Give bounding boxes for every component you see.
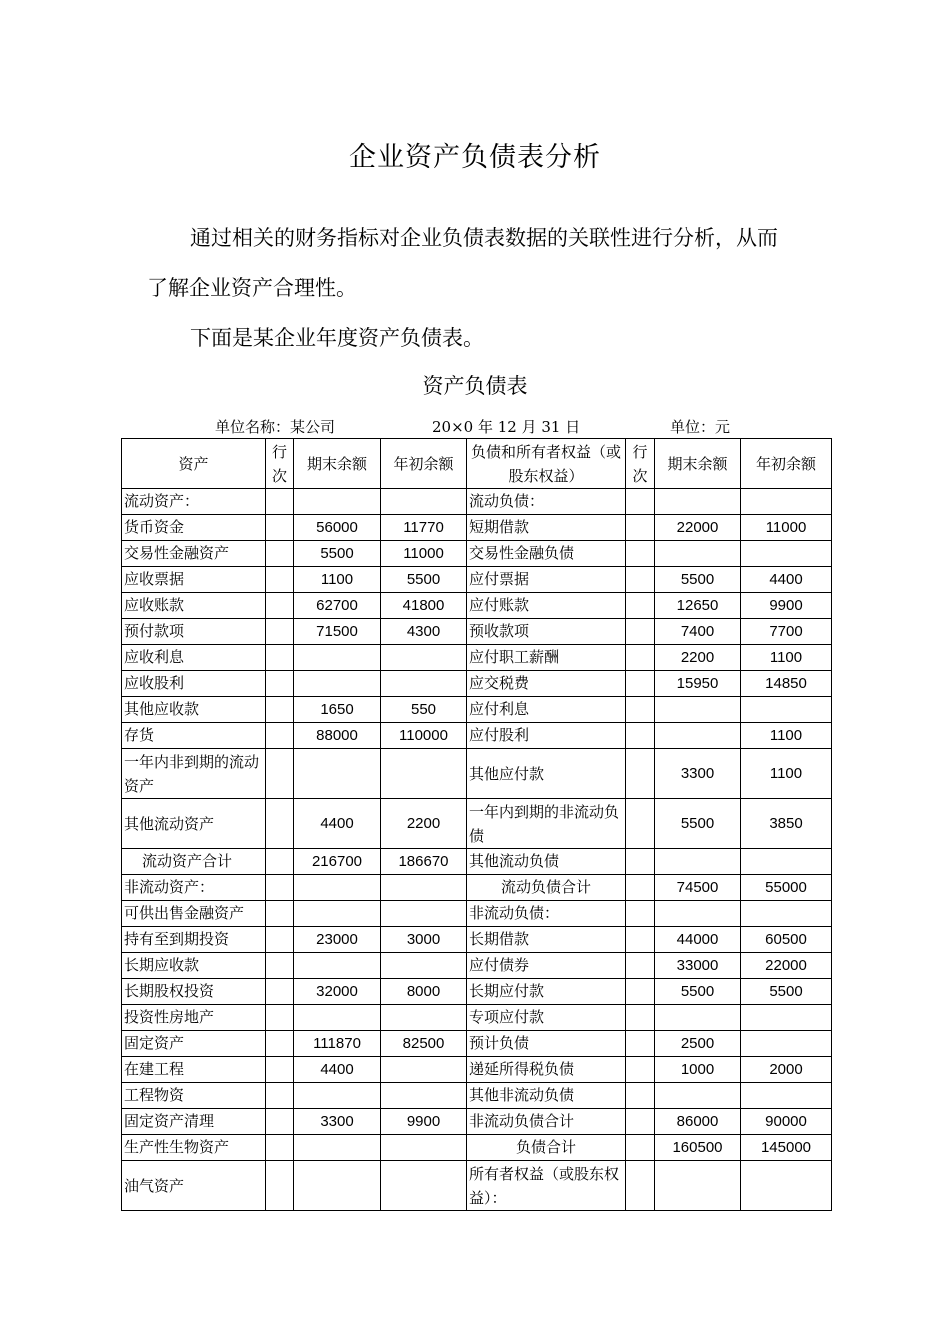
liability-end-balance-cell: 5500 xyxy=(655,979,741,1005)
table-row xyxy=(122,697,832,723)
asset-begin-balance-cell xyxy=(381,749,467,799)
asset-name-cell: 预付款项 xyxy=(122,619,266,645)
liability-line-no-cell xyxy=(626,1135,655,1161)
liability-name-cell: 所有者权益（或股东权益）： xyxy=(467,1161,626,1211)
asset-end-balance-cell xyxy=(294,489,381,515)
liability-name-cell: 交易性金融负债 xyxy=(467,541,626,567)
liability-line-no-cell xyxy=(626,1109,655,1135)
liability-line-no-cell xyxy=(626,979,655,1005)
liability-name-cell: 应付账款 xyxy=(467,593,626,619)
liability-line-no-cell xyxy=(626,953,655,979)
liability-end-balance-cell: 160500 xyxy=(655,1135,741,1161)
liability-line-no-cell xyxy=(626,901,655,927)
asset-end-balance-cell: 3300 xyxy=(294,1109,381,1135)
liability-begin-balance-cell: 1100 xyxy=(741,645,832,671)
liability-name-cell: 流动负债合计 xyxy=(467,875,626,901)
asset-begin-balance-cell: 82500 xyxy=(381,1031,467,1057)
asset-line-no-cell xyxy=(266,849,294,875)
table-title: 资产负债表 xyxy=(422,374,528,398)
table-row xyxy=(122,515,832,541)
asset-begin-balance-cell: 3000 xyxy=(381,927,467,953)
liability-name-cell: 预收款项 xyxy=(467,619,626,645)
asset-name-cell: 应收票据 xyxy=(122,567,266,593)
table-row xyxy=(122,849,832,875)
header-line-no: 行次 xyxy=(266,439,294,489)
asset-end-balance-cell: 4400 xyxy=(294,799,381,849)
asset-line-no-cell xyxy=(266,1005,294,1031)
asset-name-cell: 生产性生物资产 xyxy=(122,1135,266,1161)
asset-name-cell: 交易性金融资产 xyxy=(122,541,266,567)
liability-line-no-cell xyxy=(626,1031,655,1057)
header-asset: 资产 xyxy=(122,439,266,489)
liability-begin-balance-cell: 11000 xyxy=(741,515,832,541)
liability-name-cell: 应付票据 xyxy=(467,567,626,593)
table-header-row xyxy=(122,439,832,489)
liability-begin-balance-cell: 1100 xyxy=(741,749,832,799)
asset-line-no-cell xyxy=(266,953,294,979)
asset-begin-balance-cell xyxy=(381,901,467,927)
table-row xyxy=(122,593,832,619)
asset-begin-balance-cell xyxy=(381,1135,467,1161)
liability-line-no-cell xyxy=(626,593,655,619)
asset-end-balance-cell: 32000 xyxy=(294,979,381,1005)
asset-begin-balance-cell: 5500 xyxy=(381,567,467,593)
asset-begin-balance-cell xyxy=(381,671,467,697)
liability-name-cell: 应付职工薪酬 xyxy=(467,645,626,671)
asset-name-cell: 流动资产： xyxy=(122,489,266,515)
table-row xyxy=(122,619,832,645)
liability-end-balance-cell xyxy=(655,541,741,567)
liability-begin-balance-cell: 55000 xyxy=(741,875,832,901)
asset-end-balance-cell xyxy=(294,671,381,697)
asset-line-no-cell xyxy=(266,749,294,799)
table-row xyxy=(122,875,832,901)
asset-line-no-cell xyxy=(266,567,294,593)
currency-unit: 单位：元 xyxy=(670,418,731,436)
liability-name-cell: 应交税费 xyxy=(467,671,626,697)
asset-end-balance-cell: 1100 xyxy=(294,567,381,593)
liability-end-balance-cell: 1000 xyxy=(655,1057,741,1083)
asset-end-balance-cell xyxy=(294,1161,381,1211)
asset-begin-balance-cell xyxy=(381,953,467,979)
asset-end-balance-cell: 71500 xyxy=(294,619,381,645)
liability-line-no-cell xyxy=(626,671,655,697)
liability-begin-balance-cell: 145000 xyxy=(741,1135,832,1161)
asset-begin-balance-cell xyxy=(381,875,467,901)
table-row xyxy=(122,671,832,697)
asset-name-cell: 货币资金 xyxy=(122,515,266,541)
asset-name-cell: 存货 xyxy=(122,723,266,749)
liability-end-balance-cell: 44000 xyxy=(655,927,741,953)
asset-begin-balance-cell: 8000 xyxy=(381,979,467,1005)
table-row xyxy=(122,927,832,953)
asset-begin-balance-cell: 110000 xyxy=(381,723,467,749)
liability-end-balance-cell: 33000 xyxy=(655,953,741,979)
asset-line-no-cell xyxy=(266,1057,294,1083)
asset-name-cell: 长期应收款 xyxy=(122,953,266,979)
asset-line-no-cell xyxy=(266,1135,294,1161)
asset-name-cell: 应收利息 xyxy=(122,645,266,671)
report-date: 20×0 年 12 月 31 日 xyxy=(432,418,581,436)
asset-line-no-cell xyxy=(266,901,294,927)
asset-end-balance-cell: 23000 xyxy=(294,927,381,953)
liability-begin-balance-cell: 60500 xyxy=(741,927,832,953)
liability-name-cell: 其他流动负债 xyxy=(467,849,626,875)
liability-name-cell: 其他应付款 xyxy=(467,749,626,799)
liability-line-no-cell xyxy=(626,489,655,515)
table-row xyxy=(122,749,832,799)
liability-name-cell: 短期借款 xyxy=(467,515,626,541)
asset-name-cell: 油气资产 xyxy=(122,1161,266,1211)
liability-line-no-cell xyxy=(626,749,655,799)
asset-line-no-cell xyxy=(266,593,294,619)
liability-line-no-cell xyxy=(626,515,655,541)
asset-end-balance-cell xyxy=(294,875,381,901)
asset-line-no-cell xyxy=(266,1109,294,1135)
table-row xyxy=(122,645,832,671)
asset-end-balance-cell: 1650 xyxy=(294,697,381,723)
asset-line-no-cell xyxy=(266,671,294,697)
asset-end-balance-cell: 4400 xyxy=(294,1057,381,1083)
liability-end-balance-cell xyxy=(655,901,741,927)
asset-begin-balance-cell xyxy=(381,1057,467,1083)
asset-begin-balance-cell: 11000 xyxy=(381,541,467,567)
liability-line-no-cell xyxy=(626,1161,655,1211)
liability-name-cell: 一年内到期的非流动负债 xyxy=(467,799,626,849)
asset-line-no-cell xyxy=(266,927,294,953)
table-row xyxy=(122,567,832,593)
asset-line-no-cell xyxy=(266,645,294,671)
asset-line-no-cell xyxy=(266,619,294,645)
asset-begin-balance-cell: 4300 xyxy=(381,619,467,645)
asset-name-cell: 应收账款 xyxy=(122,593,266,619)
table-row xyxy=(122,1083,832,1109)
liability-begin-balance-cell: 7700 xyxy=(741,619,832,645)
table-row xyxy=(122,1031,832,1057)
table-row xyxy=(122,901,832,927)
table-row xyxy=(122,1161,832,1211)
liability-line-no-cell xyxy=(626,619,655,645)
header-end-balance-2: 期末余额 xyxy=(655,439,741,489)
asset-end-balance-cell: 111870 xyxy=(294,1031,381,1057)
asset-line-no-cell xyxy=(266,697,294,723)
asset-line-no-cell xyxy=(266,1031,294,1057)
liability-line-no-cell xyxy=(626,1083,655,1109)
liability-begin-balance-cell: 4400 xyxy=(741,567,832,593)
asset-line-no-cell xyxy=(266,541,294,567)
table-row xyxy=(122,1005,832,1031)
liability-begin-balance-cell: 5500 xyxy=(741,979,832,1005)
liability-end-balance-cell xyxy=(655,1161,741,1211)
table-row xyxy=(122,489,832,515)
liability-begin-balance-cell xyxy=(741,901,832,927)
liability-line-no-cell xyxy=(626,1005,655,1031)
liability-end-balance-cell xyxy=(655,1083,741,1109)
header-begin-balance: 年初余额 xyxy=(381,439,467,489)
asset-line-no-cell xyxy=(266,979,294,1005)
asset-begin-balance-cell xyxy=(381,489,467,515)
liability-begin-balance-cell: 2000 xyxy=(741,1057,832,1083)
asset-name-cell: 在建工程 xyxy=(122,1057,266,1083)
asset-line-no-cell xyxy=(266,515,294,541)
asset-line-no-cell xyxy=(266,1161,294,1211)
asset-end-balance-cell xyxy=(294,749,381,799)
liability-end-balance-cell: 86000 xyxy=(655,1109,741,1135)
asset-name-cell: 非流动资产： xyxy=(122,875,266,901)
asset-line-no-cell xyxy=(266,723,294,749)
liability-end-balance-cell: 74500 xyxy=(655,875,741,901)
intro-paragraph-2: 下面是某企业年度资产负债表。 xyxy=(190,326,484,350)
asset-begin-balance-cell xyxy=(381,1005,467,1031)
asset-line-no-cell xyxy=(266,489,294,515)
asset-name-cell: 固定资产 xyxy=(122,1031,266,1057)
liability-name-cell: 应付股利 xyxy=(467,723,626,749)
header-liability: 负债和所有者权益（或股东权益） xyxy=(467,439,626,489)
liability-name-cell: 专项应付款 xyxy=(467,1005,626,1031)
asset-line-no-cell xyxy=(266,875,294,901)
asset-line-no-cell xyxy=(266,799,294,849)
asset-end-balance-cell: 216700 xyxy=(294,849,381,875)
liability-line-no-cell xyxy=(626,697,655,723)
asset-end-balance-cell xyxy=(294,1135,381,1161)
liability-line-no-cell xyxy=(626,645,655,671)
table-row xyxy=(122,1057,832,1083)
liability-begin-balance-cell: 90000 xyxy=(741,1109,832,1135)
liability-end-balance-cell xyxy=(655,697,741,723)
liability-begin-balance-cell xyxy=(741,541,832,567)
liability-name-cell: 应付利息 xyxy=(467,697,626,723)
intro-paragraph-line1: 通过相关的财务指标对企业负债表数据的关联性进行分析，从而 xyxy=(190,226,778,250)
liability-end-balance-cell: 5500 xyxy=(655,799,741,849)
asset-end-balance-cell: 88000 xyxy=(294,723,381,749)
asset-begin-balance-cell: 186670 xyxy=(381,849,467,875)
asset-end-balance-cell xyxy=(294,953,381,979)
asset-end-balance-cell xyxy=(294,1083,381,1109)
asset-name-cell: 其他应收款 xyxy=(122,697,266,723)
liability-line-no-cell xyxy=(626,849,655,875)
company-name: 单位名称：某公司 xyxy=(215,418,336,436)
liability-line-no-cell xyxy=(626,927,655,953)
header-begin-balance-2: 年初余额 xyxy=(741,439,832,489)
table-row xyxy=(122,1109,832,1135)
asset-begin-balance-cell xyxy=(381,645,467,671)
asset-name-cell: 流动资产合计 xyxy=(122,849,266,875)
liability-end-balance-cell: 5500 xyxy=(655,567,741,593)
liability-begin-balance-cell xyxy=(741,1031,832,1057)
header-end-balance: 期末余额 xyxy=(294,439,381,489)
liability-name-cell: 长期应付款 xyxy=(467,979,626,1005)
asset-begin-balance-cell: 9900 xyxy=(381,1109,467,1135)
balance-sheet-table xyxy=(121,438,832,1211)
asset-end-balance-cell xyxy=(294,901,381,927)
liability-end-balance-cell xyxy=(655,489,741,515)
asset-end-balance-cell xyxy=(294,1005,381,1031)
liability-line-no-cell xyxy=(626,723,655,749)
asset-name-cell: 一年内非到期的流动资产 xyxy=(122,749,266,799)
table-row xyxy=(122,1135,832,1161)
liability-line-no-cell xyxy=(626,541,655,567)
liability-name-cell: 非流动负债： xyxy=(467,901,626,927)
table-row xyxy=(122,723,832,749)
asset-begin-balance-cell: 550 xyxy=(381,697,467,723)
liability-name-cell: 长期借款 xyxy=(467,927,626,953)
liability-begin-balance-cell xyxy=(741,1005,832,1031)
liability-begin-balance-cell: 14850 xyxy=(741,671,832,697)
liability-end-balance-cell: 3300 xyxy=(655,749,741,799)
liability-end-balance-cell xyxy=(655,723,741,749)
asset-name-cell: 可供出售金融资产 xyxy=(122,901,266,927)
liability-line-no-cell xyxy=(626,567,655,593)
liability-name-cell: 流动负债： xyxy=(467,489,626,515)
asset-name-cell: 长期股权投资 xyxy=(122,979,266,1005)
liability-end-balance-cell: 12650 xyxy=(655,593,741,619)
asset-end-balance-cell xyxy=(294,645,381,671)
asset-name-cell: 固定资产清理 xyxy=(122,1109,266,1135)
asset-end-balance-cell: 62700 xyxy=(294,593,381,619)
asset-begin-balance-cell: 2200 xyxy=(381,799,467,849)
liability-name-cell: 应付债券 xyxy=(467,953,626,979)
liability-begin-balance-cell: 22000 xyxy=(741,953,832,979)
liability-name-cell: 其他非流动负债 xyxy=(467,1083,626,1109)
liability-name-cell: 预计负债 xyxy=(467,1031,626,1057)
page-title: 企业资产负债表分析 xyxy=(349,142,601,173)
asset-name-cell: 其他流动资产 xyxy=(122,799,266,849)
liability-begin-balance-cell xyxy=(741,1161,832,1211)
header-line-no-2: 行次 xyxy=(626,439,655,489)
liability-begin-balance-cell: 1100 xyxy=(741,723,832,749)
table-row xyxy=(122,799,832,849)
liability-end-balance-cell: 2200 xyxy=(655,645,741,671)
liability-line-no-cell xyxy=(626,1057,655,1083)
asset-end-balance-cell: 56000 xyxy=(294,515,381,541)
liability-begin-balance-cell: 9900 xyxy=(741,593,832,619)
liability-end-balance-cell: 7400 xyxy=(655,619,741,645)
asset-begin-balance-cell: 41800 xyxy=(381,593,467,619)
table-row xyxy=(122,979,832,1005)
liability-end-balance-cell xyxy=(655,849,741,875)
asset-begin-balance-cell: 11770 xyxy=(381,515,467,541)
asset-name-cell: 应收股利 xyxy=(122,671,266,697)
liability-name-cell: 非流动负债合计 xyxy=(467,1109,626,1135)
liability-end-balance-cell xyxy=(655,1005,741,1031)
asset-name-cell: 投资性房地产 xyxy=(122,1005,266,1031)
asset-begin-balance-cell xyxy=(381,1083,467,1109)
liability-begin-balance-cell xyxy=(741,849,832,875)
asset-name-cell: 持有至到期投资 xyxy=(122,927,266,953)
table-row xyxy=(122,953,832,979)
liability-name-cell: 递延所得税负债 xyxy=(467,1057,626,1083)
liability-begin-balance-cell: 3850 xyxy=(741,799,832,849)
liability-begin-balance-cell xyxy=(741,1083,832,1109)
liability-end-balance-cell: 22000 xyxy=(655,515,741,541)
liability-end-balance-cell: 2500 xyxy=(655,1031,741,1057)
liability-begin-balance-cell xyxy=(741,489,832,515)
liability-end-balance-cell: 15950 xyxy=(655,671,741,697)
asset-end-balance-cell: 5500 xyxy=(294,541,381,567)
liability-line-no-cell xyxy=(626,875,655,901)
asset-begin-balance-cell xyxy=(381,1161,467,1211)
liability-line-no-cell xyxy=(626,799,655,849)
asset-line-no-cell xyxy=(266,1083,294,1109)
asset-name-cell: 工程物资 xyxy=(122,1083,266,1109)
liability-name-cell: 负债合计 xyxy=(467,1135,626,1161)
table-row xyxy=(122,541,832,567)
liability-begin-balance-cell xyxy=(741,697,832,723)
intro-paragraph-line2: 了解企业资产合理性。 xyxy=(147,276,357,300)
